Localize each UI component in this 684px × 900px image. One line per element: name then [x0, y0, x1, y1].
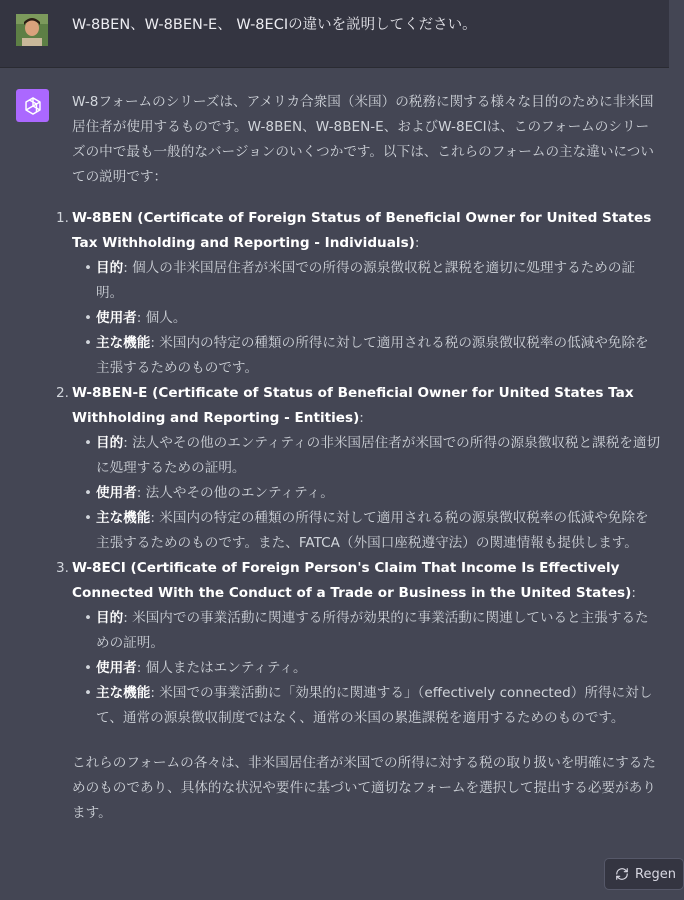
sub-list — [72, 431, 662, 556]
bullet: • — [84, 310, 93, 326]
user-message-row — [0, 0, 669, 68]
closing-paragraph: これらのフォームの各々は、非米国居住者が米国での所得に対する税の取り扱いを明確にするためのものであり、具体的な状況や要件に基づいて適切なフォームを選択して提出する必要があります。 — [72, 755, 656, 821]
sub-label: 目的 — [96, 610, 124, 626]
bullet: • — [84, 510, 93, 526]
item-colon: : — [359, 410, 364, 426]
sub-item — [82, 306, 662, 331]
item-title: W-8BEN-E (Certificate of Status of Beneficial Owner for United States Tax Withholding and Reporting - Entities) — [72, 385, 634, 426]
sub-text: : 法人やその他のエンティティの非米国居住者が米国での所得の源泉徴収税と課税を適切に処理するための証明。 — [96, 435, 661, 476]
sub-item — [82, 481, 662, 506]
regenerate-label: Regen — [635, 866, 676, 882]
sub-label: 主な機能 — [96, 685, 151, 701]
bullet: • — [84, 685, 93, 701]
assistant-message-content — [56, 90, 662, 826]
sub-text: : 米国内の特定の種類の所得に対して適用される税の源泉徴収税率の低減や免除を主張するためのものです。 — [96, 335, 649, 376]
sub-text: : 個人の非米国居住者が米国での所得の源泉徴収税と課税を適切に処理するための証明。 — [96, 260, 636, 301]
sub-item — [82, 506, 662, 556]
sub-text: : 米国内の特定の種類の所得に対して適用される税の源泉徴収税率の低減や免除を主張するためのものです。また、FATCA（外国口座税遵守法）の関連情報も提供します。 — [96, 510, 649, 551]
list-number: 2. — [56, 385, 69, 401]
forms-list — [56, 206, 662, 731]
bullet: • — [84, 335, 93, 351]
user-avatar — [16, 14, 48, 46]
sub-text: : 米国での事業活動に「効果的に関連する」（effectively connected）所得に対して、通常の源泉徴収制度ではなく、通常の米国の累進課税を適用するためのものです。 — [96, 685, 653, 726]
assistant-avatar — [16, 89, 49, 122]
intro-paragraph: W-8フォームのシリーズは、アメリカ合衆国（米国）の税務に関する様々な目的のために非米国居住者が使用するものです。W-8BEN、W-8BEN-E、およびW-8ECIは、このフォームのシリーズの中で最も一般的なバージョンのいくつかです。以下は、これらのフォームの主な違いについての説明です： — [72, 94, 654, 185]
openai-logo-icon — [22, 95, 44, 117]
sub-label: 使用者 — [96, 660, 137, 676]
item-title: W-8BEN (Certificate of Foreign Status of Beneficial Owner for United States Tax Withholding and Reporting - Individuals) — [72, 210, 652, 251]
sub-text: : 米国内での事業活動に関連する所得が効果的に事業活動に関連していると主張するための証明。 — [96, 610, 649, 651]
list-number: 1. — [56, 210, 69, 226]
sub-item — [82, 681, 662, 731]
sub-item — [82, 606, 662, 656]
sub-item — [82, 331, 662, 381]
sub-list — [72, 256, 662, 381]
bullet: • — [84, 485, 93, 501]
sub-label: 主な機能 — [96, 510, 151, 526]
sub-list — [72, 606, 662, 731]
sub-item — [82, 256, 662, 306]
sub-label: 目的 — [96, 435, 124, 451]
list-item — [56, 206, 662, 381]
list-number: 3. — [56, 560, 69, 576]
sub-item — [82, 656, 662, 681]
list-item — [56, 381, 662, 556]
sub-label: 主な機能 — [96, 335, 151, 351]
bullet: • — [84, 660, 93, 676]
sub-text: : 個人またはエンティティ。 — [136, 660, 307, 676]
bullet: • — [84, 260, 93, 276]
list-item — [56, 556, 662, 731]
sub-label: 目的 — [96, 260, 124, 276]
bullet: • — [84, 610, 93, 626]
sub-text: : 法人やその他のエンティティ。 — [136, 485, 334, 501]
user-message-text: W-8BEN、W-8BEN-E、 W-8ECIの違いを説明してください。 — [72, 17, 477, 33]
item-colon: : — [414, 235, 420, 251]
sub-label: 使用者 — [96, 485, 137, 501]
sub-text: : 個人。 — [136, 310, 187, 326]
bullet: • — [84, 435, 93, 451]
item-colon: : — [631, 585, 636, 601]
user-avatar-photo — [16, 14, 48, 46]
sub-item — [82, 431, 662, 481]
sub-label: 使用者 — [96, 310, 137, 326]
refresh-icon — [615, 867, 629, 881]
regenerate-button[interactable] — [604, 858, 684, 890]
assistant-message-row — [0, 68, 669, 900]
item-title: W-8ECI (Certificate of Foreign Person's Claim That Income Is Effectively Connected With the Conduct of a Trade or Business in the United States) — [72, 560, 632, 601]
